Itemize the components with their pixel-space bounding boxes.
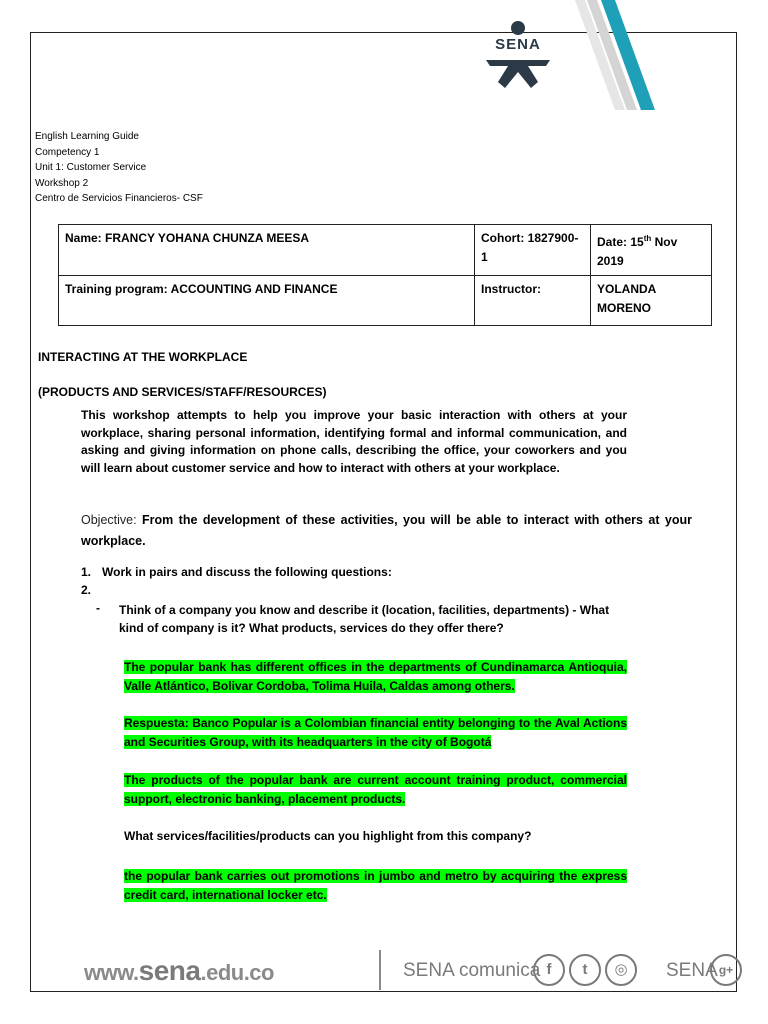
meta-line: Centro de Servicios Financieros- CSF <box>35 193 203 204</box>
decorative-stripes <box>575 0 655 110</box>
question-1: Work in pairs and discuss the following questions: <box>102 565 392 579</box>
objective-paragraph <box>81 510 692 552</box>
highlighted-answer: The products of the popular bank are current account training product, commercial support, electronic banking, placement products. <box>124 773 627 806</box>
question-3: What services/facilities/products can you highlight from this company? <box>124 829 532 843</box>
highlighted-answer: The popular bank has different offices in the departments of Cundinamarca Antioquia, Valle Atlántico, Bolivar Cordoba, Tolima Huila, Caldas among others. <box>124 660 627 693</box>
meta-line: English Learning Guide <box>35 131 139 142</box>
footer-sena: SENA <box>666 960 718 981</box>
date-sup: th <box>643 234 652 243</box>
answer-block <box>124 771 627 808</box>
instructor-label-cell: Instructor: <box>475 276 591 326</box>
meta-line: Competency 1 <box>35 146 100 158</box>
cohort-cell: Cohort: 1827900-1 <box>475 225 591 276</box>
footer-url[interactable] <box>84 955 274 987</box>
objective-label: Objective: <box>81 513 137 527</box>
url-prefix: www. <box>84 960 139 985</box>
highlighted-answer: the popular bank carries out promotions in jumbo and metro by acquiring the express credit card, international locker etc. <box>124 869 627 902</box>
intro-paragraph: This workshop attempts to help you improve your basic interaction with others at your workplace, sharing personal information, identifying formal and informal communication, and asking and giving information on phone calls, describing the office, your coworkers and you will learn about customer service and how to interact with others at your workplace. <box>81 408 627 475</box>
url-sena: sena <box>138 955 201 986</box>
guide-meta <box>35 129 203 207</box>
date-cell <box>591 225 712 276</box>
answer-block <box>124 714 627 751</box>
answer-block <box>124 658 627 695</box>
instagram-icon[interactable]: ◎ <box>605 954 637 986</box>
footer-comunica: SENA comunica <box>403 960 541 981</box>
question-number: 1. <box>81 565 92 579</box>
meta-line: Workshop 2 <box>35 177 89 189</box>
question-number: 2. <box>81 583 92 597</box>
date-label: Date: 15 <box>597 235 644 249</box>
twitter-icon[interactable]: t <box>569 954 601 986</box>
question-2: Think of a company you know and describe it (location, facilities, departments) - What kind of company is it? What products, services do they offer there? <box>119 603 610 635</box>
meta-line: Unit 1: Customer Service <box>35 162 147 173</box>
name-cell: Name: FRANCY YOHANA CHUNZA MEESA <box>59 225 475 276</box>
sena-logo <box>478 20 558 100</box>
logo-word: SENA <box>495 36 541 53</box>
answer-block <box>124 867 627 904</box>
url-suffix: .edu.co <box>200 960 274 985</box>
instructor-name-cell: YOLANDA MORENO <box>591 276 712 326</box>
section-title: INTERACTING AT THE WORKPLACE <box>38 350 248 364</box>
date-rest: Nov 2019 <box>597 235 678 268</box>
google-plus-icon[interactable]: g+ <box>710 954 742 986</box>
objective-text: From the development of these activities, you will be able to interact with others at your workplace. <box>81 513 692 548</box>
facebook-icon[interactable]: f <box>533 954 565 986</box>
program-cell: Training program: ACCOUNTING AND FINANCE <box>59 276 475 326</box>
student-info-table <box>58 224 712 326</box>
highlighted-answer: Respuesta: Banco Popular is a Colombian financial entity belonging to the Aval Actions and Securities Group, with its headquarters in the city of Bogotá <box>124 716 627 749</box>
footer-divider <box>379 950 381 990</box>
section-subtitle: (PRODUCTS AND SERVICES/STAFF/RESOURCES) <box>38 385 327 399</box>
bullet-dash: - <box>96 601 100 615</box>
